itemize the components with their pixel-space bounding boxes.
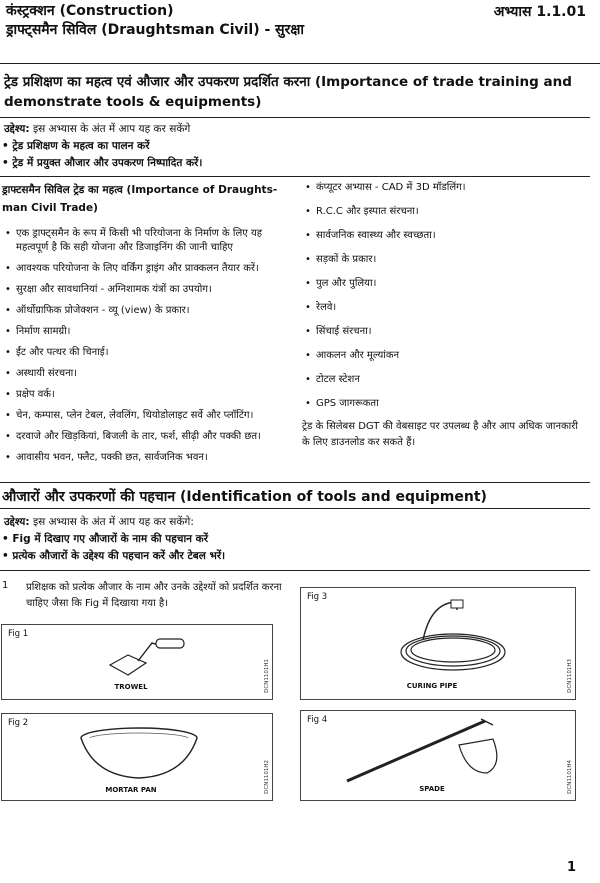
- list-item: • पुल और पुलिया।: [302, 277, 588, 291]
- figure-curing-pipe: [300, 587, 576, 700]
- section1-objectives: [2, 138, 202, 172]
- section1-objective-rule: [0, 176, 590, 177]
- list-item: • सुरक्षा और सावधानियां - अग्निशामक यंत्रों का उपयोग।: [2, 283, 290, 297]
- list-item: • निर्माण सामग्री।: [2, 325, 290, 339]
- figure-label: Fig 2: [8, 718, 29, 728]
- figure-label: Fig 1: [8, 629, 29, 639]
- section2-objective-rule: [0, 570, 590, 571]
- list-item: • प्रक्षेप वर्क।: [2, 388, 290, 402]
- exercise-number: अभ्यास 1.1.01: [493, 4, 586, 20]
- spade-illustration: [341, 715, 521, 785]
- figure-caption: MORTAR PAN: [105, 786, 157, 794]
- list-item: • सार्वजनिक स्वास्थ्य और स्वच्छता।: [302, 229, 588, 243]
- left-column: [2, 181, 290, 472]
- mortar-pan-illustration: [74, 724, 204, 782]
- objective-item: • ट्रेड प्रशिक्षण के महत्व का पालन करें: [2, 140, 150, 152]
- list-item: • आकलन और मूल्यांकन: [302, 349, 588, 363]
- list-item: • सड़कों के प्रकार।: [302, 253, 588, 267]
- objective-item: • प्रत्येक औजारों के उद्देश्य की पहचान करें और टेबल भरें।: [2, 550, 226, 562]
- figure-code: DCN1101H2: [264, 760, 270, 794]
- header-line-1: कंस्ट्रक्शन (Construction): [6, 3, 174, 19]
- step-instruction: प्रशिक्षक को प्रत्येक औजार के नाम और उनके उद्देश्यों को प्रदर्शित करना चाहिए जैसा कि Fig में दिखाया गया है।: [26, 582, 282, 609]
- section2-top-rule: [0, 482, 590, 483]
- list-item: • R.C.C और इस्पात संरचना।: [302, 205, 588, 219]
- figure-caption: TROWEL: [114, 683, 148, 691]
- section2-title: औजारों और उपकरणों की पहचान (Identification of tools and equipment): [2, 489, 487, 505]
- figure-spade: [300, 710, 576, 801]
- list-item: • ईंट और पत्थर की चिनाई।: [2, 346, 290, 360]
- list-item: • आवश्यक परियोजना के लिए वर्किंग ड्राइंग और प्राक्कलन तैयार करें।: [2, 262, 290, 276]
- section2-title-rule: [0, 508, 590, 509]
- header-divider: [0, 63, 600, 64]
- importance-heading: ड्राफ्टसमैन सिविल ट्रेड का महत्व (Importance of Draughts-man Civil Trade): [2, 184, 278, 214]
- section2-objective: [4, 514, 194, 530]
- header-title: [6, 2, 304, 40]
- section1-title: ट्रेड प्रशिक्षण का महत्व एवं औजार और उपकरण प्रदर्शित करना (Importance of trade training and demonstrate tools & equipments): [4, 74, 572, 110]
- list-item: • एक ड्राफ्ट्समैन के रूप में किसी भी परियोजना के निर्माण के लिए यह महत्वपूर्ण है कि सही योजना और डिजाइनिंग की जानी चाहिए: [2, 227, 290, 255]
- objective-text: इस अभ्यास के अंत में आप यह कर सकेंगे: [32, 123, 191, 135]
- figure-code: DCN1101H4: [567, 760, 573, 794]
- step-number: 1: [2, 580, 9, 591]
- section1-objective: [4, 121, 190, 137]
- list-item: • चेन, कम्पास, प्लेन टेबल, लेवलिंग, थियोडोलाइट सर्वे और प्लॉटिंग।: [2, 409, 290, 423]
- figure-code: DCN1101H1: [264, 659, 270, 693]
- figure-caption: CURING PIPE: [406, 682, 458, 690]
- list-item: • टोटल स्टेशन: [302, 373, 588, 387]
- list-item: • रेलवे।: [302, 301, 588, 315]
- objective-label: उद्देश्य:: [4, 123, 30, 135]
- list-item: • ऑर्थोग्राफिक प्रोजेक्शन - व्यू (view) के प्रकार।: [2, 304, 290, 318]
- figure-mortar-pan: [1, 713, 273, 801]
- header-line-2: ड्राफ्ट्समैन सिविल (Draughtsman Civil) - सुरक्षा: [6, 22, 305, 38]
- curing-pipe-illustration: [395, 596, 515, 676]
- objective-item: • Fig में दिखाए गए औजारों के नाम की पहचान करें: [2, 533, 209, 545]
- list-item: • आवासीय भवन, फ्लैट, पक्की छत, सार्वजनिक भवन।: [2, 451, 290, 465]
- figure-code: DCN1101H3: [567, 659, 573, 693]
- syllabus-note: ट्रेड के सिलेबस DGT की वेबसाइट पर उपलब्ध है और आप अधिक जानकारी के लिए डाउनलोड कर सकते हैं।: [302, 421, 578, 448]
- section2-objectives: [2, 531, 225, 565]
- figure-label: Fig 4: [307, 715, 328, 725]
- objective-item: • ट्रेड में प्रयुक्त औजार और उपकरण निष्पादित करें।: [2, 157, 203, 169]
- list-item: • अस्थायी संरचना।: [2, 367, 290, 381]
- importance-list: [2, 227, 290, 465]
- list-item: • दरवाजे और खिड़कियां, बिजली के तार, फर्श, सीढ़ी और पक्की छत।: [2, 430, 290, 444]
- section1-title-rule: [0, 117, 590, 118]
- right-column: [302, 181, 588, 451]
- topics-list: [302, 181, 588, 411]
- objective-text: इस अभ्यास के अंत में आप यह कर सकेंगे:: [32, 516, 194, 528]
- figure-caption: SPADE: [419, 785, 445, 793]
- page-number: 1: [566, 860, 576, 875]
- objective-label: उद्देश्य:: [4, 516, 30, 528]
- list-item: • GPS जागरूकता: [302, 397, 588, 411]
- figure-trowel: [1, 624, 273, 700]
- figure-label: Fig 3: [307, 592, 328, 602]
- list-item: • सिंचाई संरचना।: [302, 325, 588, 339]
- list-item: • कंप्यूटर अभ्यास - CAD में 3D मॉडलिंग।: [302, 181, 588, 195]
- trowel-illustration: [102, 633, 192, 683]
